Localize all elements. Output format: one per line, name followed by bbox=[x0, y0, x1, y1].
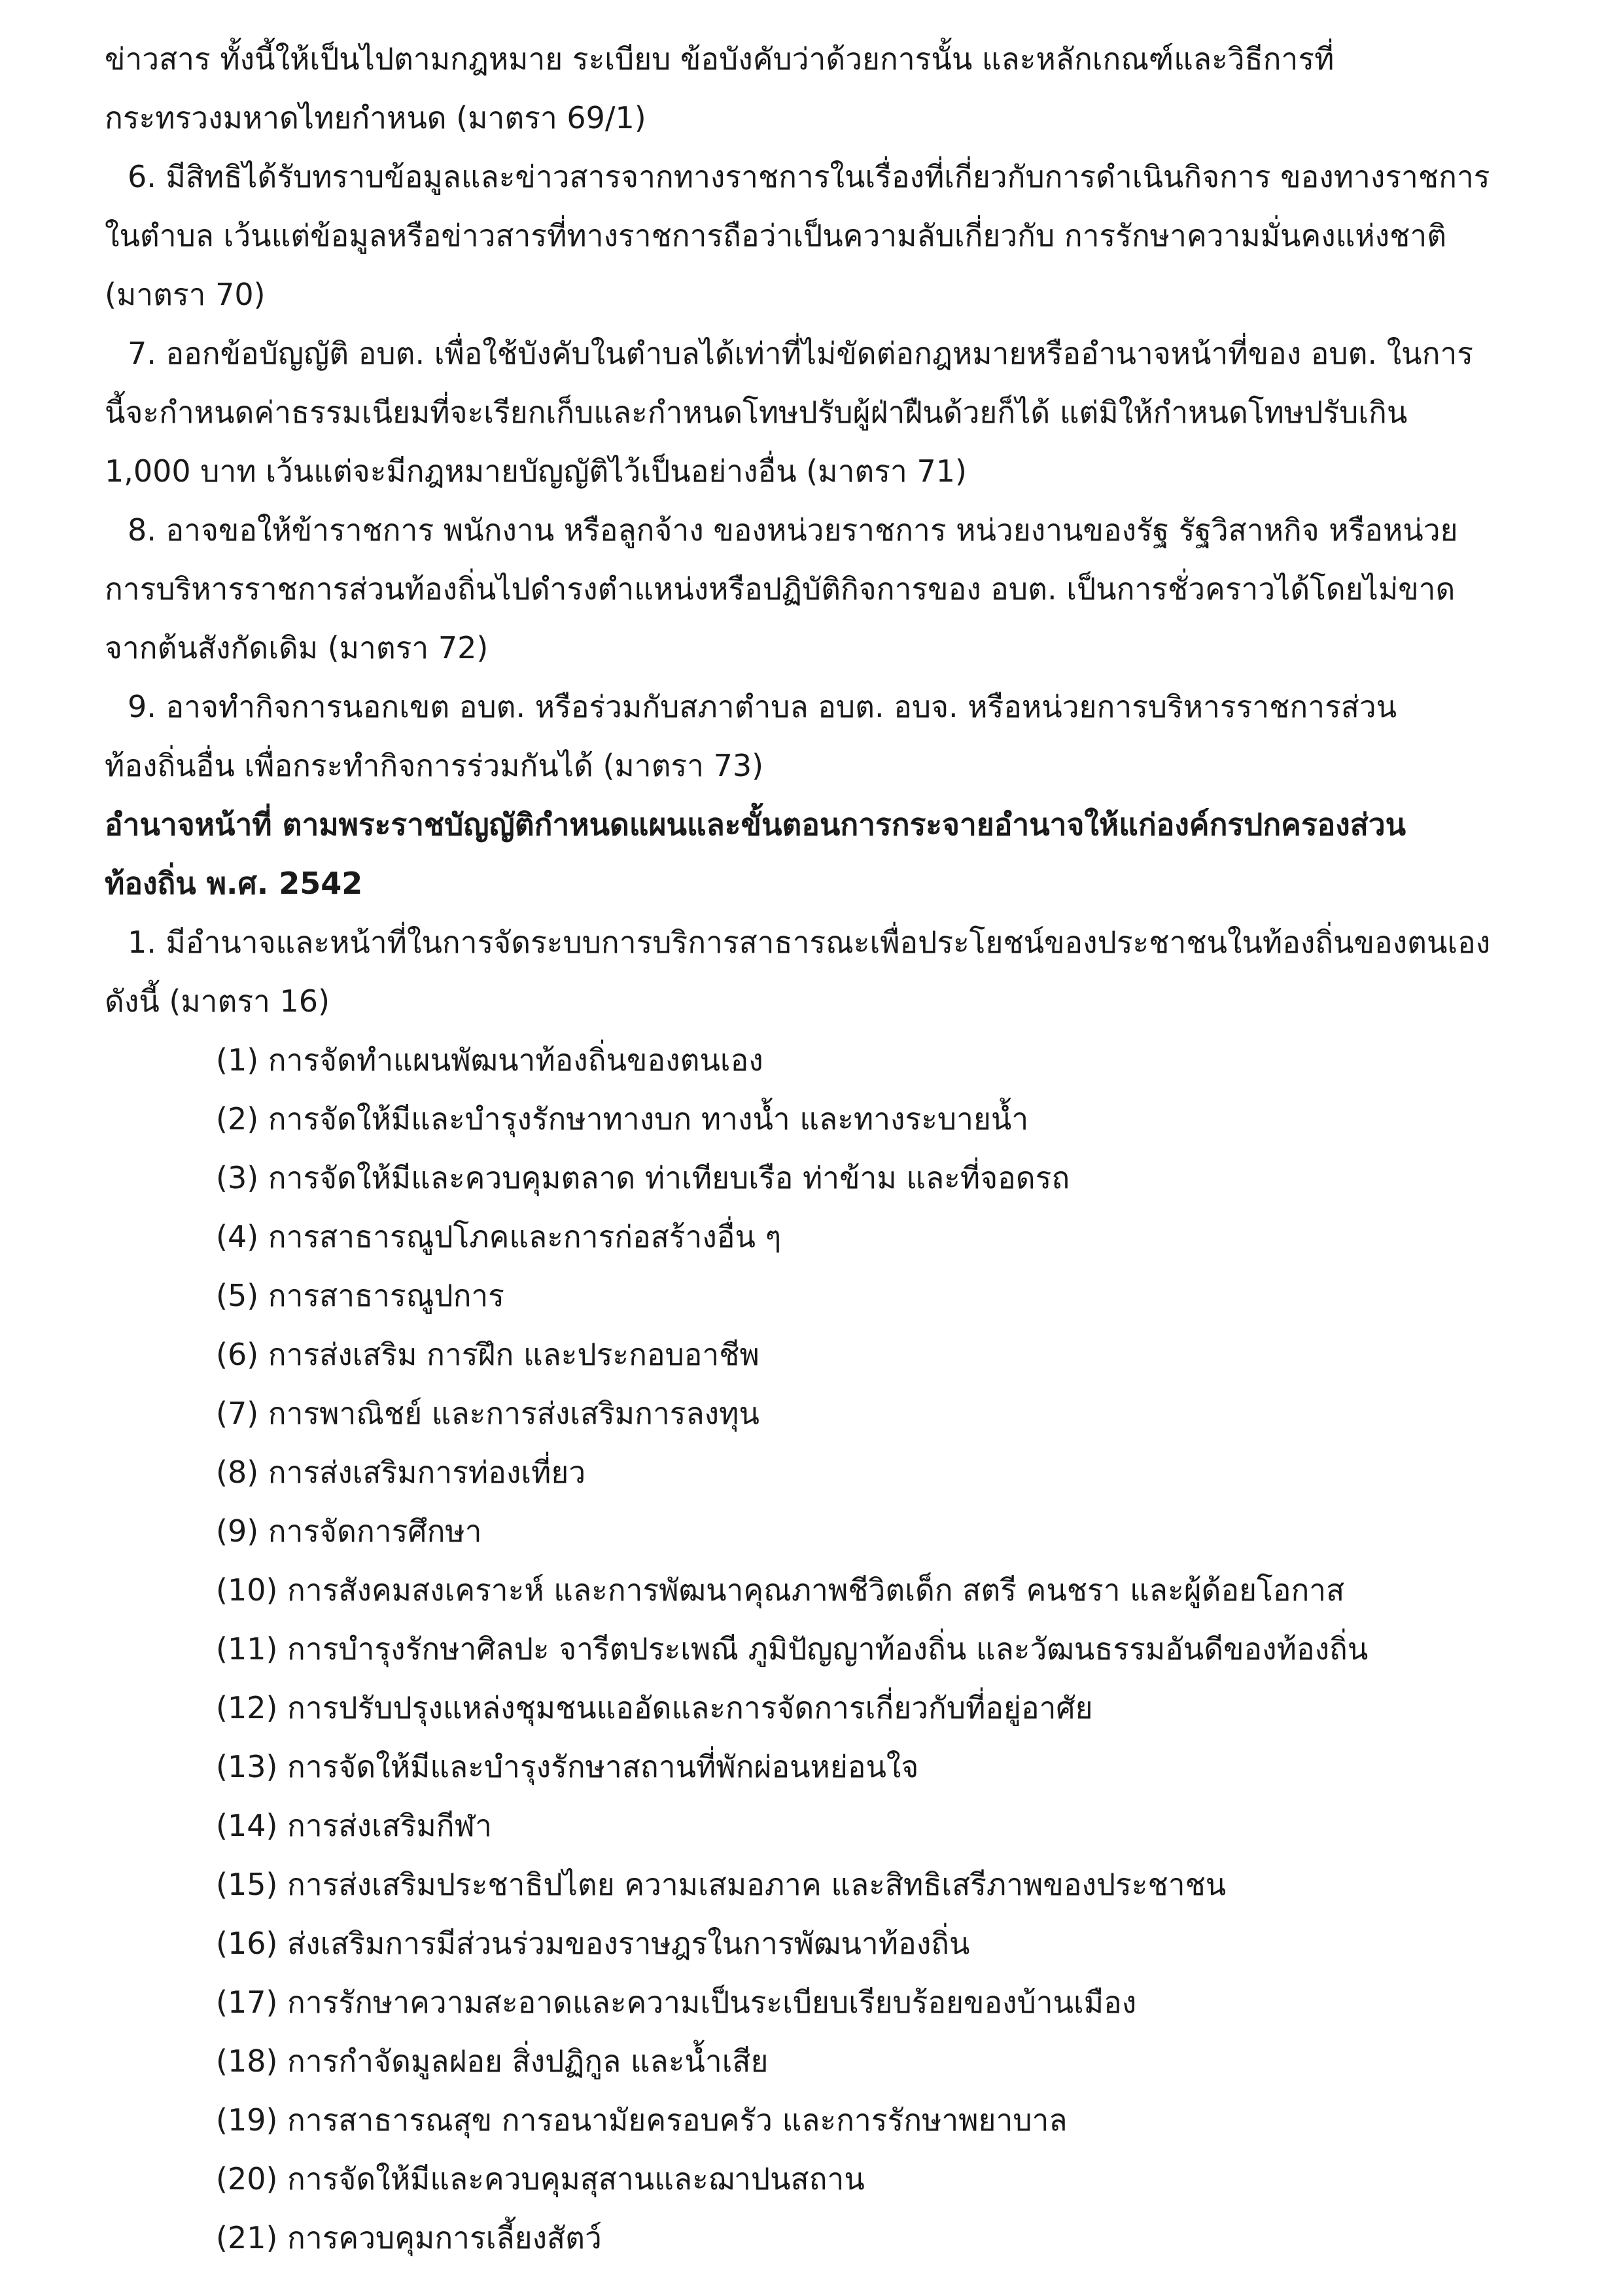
duty-item-6: (6) การส่งเสริม การฝึก และประกอบอาชีพ bbox=[216, 1337, 759, 1372]
item-7-line-3: 1,000 บาท เว้นแต่จะมีกฎหมายบัญญัติไว้เป็นอย่างอื่น (มาตรา 71) bbox=[105, 453, 967, 489]
duty-item-15: (15) การส่งเสริมประชาธิปไตย ความเสมอภาค และสิทธิเสรีภาพของประชาชน bbox=[216, 1867, 1227, 1902]
duty-item-4: (4) การสาธารณูปโภคและการก่อสร้างอื่น ๆ bbox=[216, 1219, 782, 1254]
section-heading-line-1: อำนาจหน้าที่ ตามพระราชบัญญัติกำหนดแผนและขั้นตอนการกระจายอำนาจให้แก่องค์กรปกครองส่วน bbox=[105, 807, 1406, 842]
item-7-line-1: 7. ออกข้อบัญญัติ อบต. เพื่อใช้บังคับในตำบลได้เท่าที่ไม่ขัดต่อกฎหมายหรืออำนาจหน้าที่ของ อบต. ในการ bbox=[128, 336, 1473, 371]
duty-item-19: (19) การสาธารณสุข การอนามัยครอบครัว และการรักษาพยาบาล bbox=[216, 2102, 1068, 2138]
duty-item-12: (12) การปรับปรุงแหล่งชุมชนแออัดและการจัดการเกี่ยวกับที่อยู่อาศัย bbox=[216, 1690, 1093, 1725]
item-9-line-1: 9. อาจทำกิจการนอกเขต อบต. หรือร่วมกับสภาตำบล อบต. อบจ. หรือหน่วยการบริหารราชการส่วน bbox=[128, 689, 1397, 724]
item-6-line-1: 6. มีสิทธิได้รับทราบข้อมูลและข่าวสารจากทางราชการในเรื่องที่เกี่ยวกับการดำเนินกิจการ ของทางราชการ bbox=[128, 159, 1490, 194]
duty-item-18: (18) การกำจัดมูลฝอย สิ่งปฏิกูล และน้ำเสีย bbox=[216, 2043, 769, 2079]
intro-line-1: ข่าวสาร ทั้งนี้ให้เป็นไปตามกฎหมาย ระเบียบ ข้อบังคับว่าด้วยการนั้น และหลักเกณฑ์และวิธีการที่ bbox=[105, 41, 1335, 77]
duty-item-14: (14) การส่งเสริมกีฬา bbox=[216, 1808, 492, 1843]
item-6-line-2: ในตำบล เว้นแต่ข้อมูลหรือข่าวสารที่ทางราชการถือว่าเป็นความลับเกี่ยวกับ การรักษาความมั่นคงแห่งชาติ bbox=[105, 218, 1447, 253]
duty-item-21: (21) การควบคุมการเลี้ยงสัตว์ bbox=[216, 2220, 602, 2255]
item-7-line-2: นี้จะกำหนดค่าธรรมเนียมที่จะเรียกเก็บและกำหนดโทษปรับผู้ฝ่าฝืนด้วยก็ได้ แต่มิให้กำหนดโทษปรับเกิน bbox=[105, 395, 1408, 430]
duty-item-2: (2) การจัดให้มีและบำรุงรักษาทางบก ทางน้ำ และทางระบายน้ำ bbox=[216, 1101, 1029, 1137]
duty-item-3: (3) การจัดให้มีและควบคุมตลาด ท่าเทียบเรือ ท่าข้าม และที่จอดรถ bbox=[216, 1160, 1070, 1195]
duty-item-16: (16) ส่งเสริมการมีส่วนร่วมของราษฎรในการพัฒนาท้องถิ่น bbox=[216, 1926, 970, 1961]
item-8-line-3: จากต้นสังกัดเดิม (มาตรา 72) bbox=[105, 630, 489, 665]
intro-line-2: กระทรวงมหาดไทยกำหนด (มาตรา 69/1) bbox=[105, 100, 646, 135]
duty-item-20: (20) การจัดให้มีและควบคุมสุสานและฌาปนสถาน bbox=[216, 2161, 865, 2197]
duty-item-11: (11) การบำรุงรักษาศิลปะ จารีตประเพณี ภูมิปัญญาท้องถิ่น และวัฒนธรรมอันดีของท้องถิ่น bbox=[216, 1631, 1369, 1667]
duty-item-13: (13) การจัดให้มีและบำรุงรักษาสถานที่พักผ่อนหย่อนใจ bbox=[216, 1749, 919, 1784]
duty-item-9: (9) การจัดการศึกษา bbox=[216, 1513, 482, 1549]
item-8-line-2: การบริหารราชการส่วนท้องถิ่นไปดำรงตำแหน่งหรือปฏิบัติกิจการของ อบต. เป็นการชั่วคราวได้โดยไม่ขาด bbox=[105, 571, 1456, 607]
section-heading-line-2: ท้องถิ่น พ.ศ. 2542 bbox=[105, 866, 363, 901]
duty-item-5: (5) การสาธารณูปการ bbox=[216, 1278, 504, 1313]
duty-item-17: (17) การรักษาความสะอาดและความเป็นระเบียบเรียบร้อยของบ้านเมือง bbox=[216, 1985, 1137, 2020]
item-8-line-1: 8. อาจขอให้ข้าราชการ พนักงาน หรือลูกจ้าง ของหน่วยราชการ หน่วยงานของรัฐ รัฐวิสาหกิจ หรือหน่วย bbox=[128, 512, 1458, 548]
item-6-line-3: (มาตรา 70) bbox=[105, 277, 266, 312]
duty-item-10: (10) การสังคมสงเคราะห์ และการพัฒนาคุณภาพชีวิตเด็ก สตรี คนชรา และผู้ด้อยโอกาส bbox=[216, 1572, 1345, 1608]
section-1-line-2: ดังนี้ (มาตรา 16) bbox=[105, 983, 330, 1019]
duty-item-8: (8) การส่งเสริมการท่องเที่ยว bbox=[216, 1455, 586, 1490]
duty-item-1: (1) การจัดทำแผนพัฒนาท้องถิ่นของตนเอง bbox=[216, 1042, 763, 1078]
duty-item-7: (7) การพาณิชย์ และการส่งเสริมการลงทุน bbox=[216, 1396, 759, 1431]
section-1-line-1: 1. มีอำนาจและหน้าที่ในการจัดระบบการบริการสาธารณะเพื่อประโยชน์ของประชาชนในท้องถิ่นของตนเอง bbox=[128, 925, 1491, 960]
item-9-line-2: ท้องถิ่นอื่น เพื่อกระทำกิจการร่วมกันได้ (มาตรา 73) bbox=[105, 748, 764, 783]
